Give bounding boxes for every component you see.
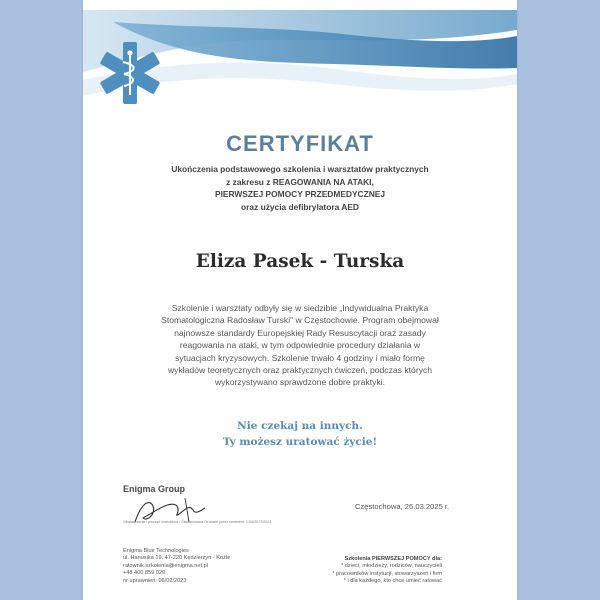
company-line: +48 400 859 020: [123, 570, 166, 577]
certificate-body: [143, 302, 457, 389]
issuer-logo: Enigma Group: [123, 484, 186, 494]
company-line: Enigma Blue Technologies: [123, 548, 189, 554]
body-line: Stomatologiczna Radosław Turski" w Częstochowie. Program obejmował: [161, 315, 439, 326]
body-line: najnowsze standardy Europejskiej Rady Resuscytacji oraz zasady: [174, 327, 426, 338]
slogan-line: Ty możesz uratować życie!: [222, 436, 378, 448]
slogan: [83, 418, 517, 450]
audience-title: Szkolenia PIERWSZEJ POMOCY dla:: [344, 556, 442, 562]
body-line: Szkolenie i warsztaty odbyły się w siedzibie „Indywidualna Praktyka: [171, 303, 429, 313]
certificate-subtitle: [123, 163, 477, 213]
star-of-life-icon: [97, 40, 163, 106]
subtitle-line: PIERWSZEJ POMOCY PRZEDMEDYCZNEJ: [214, 189, 385, 199]
body-line: sytuacjach kryzysowych. Szkolenie trwało 4 godziny i miało formę: [175, 352, 425, 363]
certificate-title: CERTYFIKAT: [226, 131, 374, 156]
audience-line: * pracowników instytucji, stowarzyszeń i firm: [332, 570, 442, 577]
body-line: wykładów teoretycznych oraz praktycznych ćwiczeń, podczas których: [167, 365, 433, 376]
audience-info: [332, 556, 442, 586]
slogan-line: Nie czekaj na innych.: [237, 420, 363, 432]
body-line: wykorzystywano sprawdzone dobre praktyki.: [214, 377, 386, 388]
company-line: ratownik.szkolenia@enigma.net.pl: [123, 562, 208, 569]
recipient-name: Eliza Pasek - Turska: [195, 251, 405, 272]
subtitle-line: oraz użycia defibrylatora AED: [241, 201, 359, 212]
place-date: Częstochowa, 26.03.2025 r.: [355, 502, 450, 511]
certificate-paper: [83, 0, 517, 600]
subtitle-line: z zakresu z REAGOWANIA NA ATAKI,: [226, 176, 374, 187]
subtitle-line: Ukończenia podstawowego szkolenia i warsztatów praktycznych: [171, 164, 429, 174]
company-info: [123, 548, 230, 585]
audience-line: * dzieci, młodzieży, rodziców, nauczycieli: [341, 563, 442, 570]
body-line: reagowania na ataki, w tym odpowiednie procedury działania w: [179, 340, 421, 351]
company-line: ul. Hanusika 19, 47-220 Kędzierzyn - Koźle: [123, 555, 231, 562]
signature-caption: Oświadczenie i pieczęć Instruktora / Szkoleniowca / Kurator przez numerem: C3U/2077/2024: [123, 520, 272, 524]
audience-line: * i dla każdego, kto chce umieć ratować: [343, 578, 442, 585]
company-line: nr uprawnień: 06/02/2023: [123, 577, 187, 584]
